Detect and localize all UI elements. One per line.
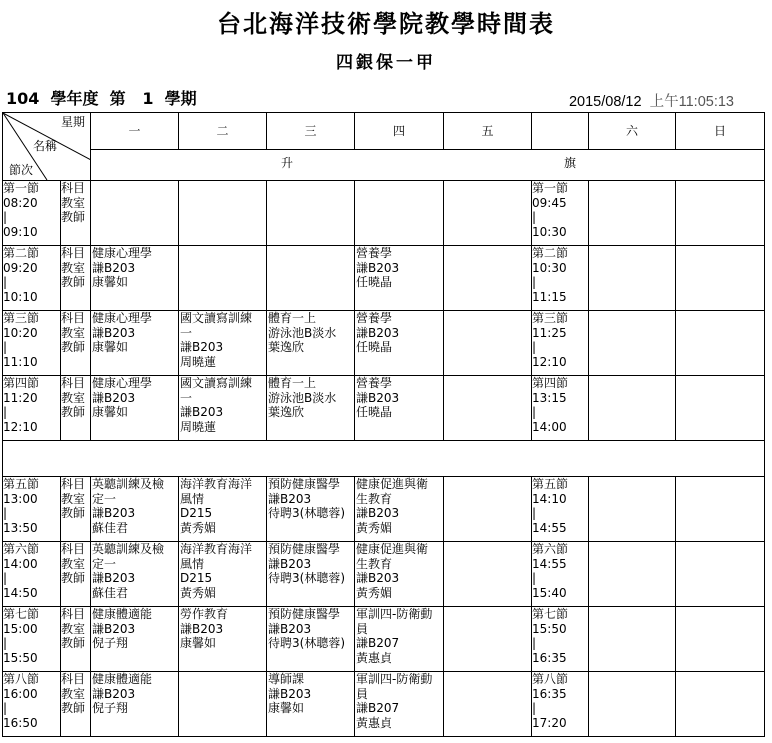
cell-line: | bbox=[532, 340, 537, 354]
course-cell-thu bbox=[355, 672, 444, 737]
cell-line: 健康促進與衛 bbox=[356, 477, 429, 491]
period-time-right bbox=[532, 672, 589, 737]
slot-label: 教室 bbox=[61, 260, 86, 275]
day-header-tue: 二 bbox=[179, 113, 267, 150]
period-time-right bbox=[532, 246, 589, 311]
period-row bbox=[3, 311, 765, 376]
cell-line: 謙B203 bbox=[268, 686, 312, 701]
period-row bbox=[3, 477, 765, 542]
cell-line: 員 bbox=[356, 621, 369, 636]
print-timestamp bbox=[569, 90, 734, 111]
course-cell-fri bbox=[444, 607, 532, 672]
cell-line: 黃秀媚 bbox=[356, 585, 393, 600]
period-row bbox=[3, 607, 765, 672]
cell-line: 待聘3(林聰蓉) bbox=[268, 636, 345, 650]
slot-labels bbox=[61, 607, 91, 672]
cell-line: 第一節 bbox=[532, 181, 569, 195]
cell-line: 預防健康醫學 bbox=[268, 477, 341, 491]
cell-line: 14:00 bbox=[3, 556, 38, 571]
cell-line: 謙B207 bbox=[356, 636, 400, 650]
corner-name: 名稱 bbox=[33, 139, 58, 153]
cell-line: 軍訓四-防衛動 bbox=[356, 672, 433, 686]
cell-line: | bbox=[3, 275, 8, 289]
cell-line: 12:10 bbox=[532, 354, 567, 369]
cell-line: | bbox=[532, 506, 537, 520]
cell-line: 14:10 bbox=[532, 491, 567, 506]
print-time: 上午11:05:13 bbox=[649, 94, 734, 110]
period-time-left bbox=[3, 181, 61, 246]
cell-line: 英聽訓練及檢 bbox=[92, 477, 165, 491]
slot-label: 科目 bbox=[61, 181, 86, 195]
slot-labels bbox=[61, 181, 91, 246]
period-row bbox=[3, 181, 765, 246]
cell-line: 黃秀媚 bbox=[356, 520, 393, 535]
cell-line: 周曉蓮 bbox=[180, 419, 217, 434]
day-header-mon: 一 bbox=[91, 113, 179, 150]
slot-label: 教室 bbox=[61, 195, 86, 210]
cell-line: 周曉蓮 bbox=[180, 354, 217, 369]
course-cell-thu bbox=[355, 181, 444, 246]
cell-line: 謙B203 bbox=[92, 390, 136, 405]
cell-line: 10:30 bbox=[532, 224, 567, 239]
cell-line: | bbox=[3, 636, 8, 650]
slot-label: 科目 bbox=[61, 311, 86, 325]
cell-line: 任曉晶 bbox=[356, 405, 393, 419]
period-row bbox=[3, 542, 765, 607]
course-cell-wed bbox=[267, 311, 355, 376]
cell-line: | bbox=[3, 506, 8, 520]
cell-line: 勞作教育 bbox=[180, 607, 229, 621]
cell-line: 謙B203 bbox=[92, 686, 136, 701]
course-cell-fri bbox=[444, 376, 532, 441]
cell-line: 11:10 bbox=[3, 354, 38, 369]
cell-line: 風情 bbox=[180, 556, 205, 571]
cell-line: 第八節 bbox=[532, 672, 569, 686]
course-cell-tue bbox=[179, 542, 267, 607]
course-cell-thu bbox=[355, 477, 444, 542]
course-cell-sun bbox=[676, 311, 765, 376]
period-time-right bbox=[532, 376, 589, 441]
cell-line: 謙B203 bbox=[92, 506, 136, 520]
slot-label: 教師 bbox=[61, 210, 86, 224]
cell-line: 康馨如 bbox=[92, 275, 129, 289]
course-cell-tue bbox=[179, 311, 267, 376]
course-cell-thu bbox=[355, 607, 444, 672]
cell-line: | bbox=[532, 701, 537, 715]
cell-line: 游泳池B淡水 bbox=[268, 390, 337, 405]
slot-label: 教師 bbox=[61, 571, 86, 585]
course-cell-mon bbox=[91, 542, 179, 607]
cell-line: | bbox=[3, 701, 8, 715]
course-cell-sun bbox=[676, 246, 765, 311]
slot-label: 教師 bbox=[61, 701, 86, 715]
slot-label: 科目 bbox=[61, 542, 86, 556]
cell-line: 黃惠貞 bbox=[356, 715, 393, 730]
period-time-left bbox=[3, 672, 61, 737]
slot-label: 教室 bbox=[61, 686, 86, 701]
cell-line: 謙B203 bbox=[180, 405, 224, 419]
day-header-fri: 五 bbox=[444, 113, 532, 150]
cell-line: 預防健康醫學 bbox=[268, 542, 341, 556]
slot-label: 教室 bbox=[61, 325, 86, 340]
course-cell-thu bbox=[355, 311, 444, 376]
cell-line: 謙B203 bbox=[268, 556, 312, 571]
day-header-blank bbox=[532, 113, 589, 150]
cell-line: 13:50 bbox=[3, 520, 38, 535]
course-cell-fri bbox=[444, 672, 532, 737]
period-time-left bbox=[3, 607, 61, 672]
course-cell-wed bbox=[267, 672, 355, 737]
cell-line: 15:40 bbox=[532, 585, 567, 600]
cell-line: | bbox=[532, 210, 537, 224]
cell-line: 13:15 bbox=[532, 390, 567, 405]
course-cell-tue bbox=[179, 672, 267, 737]
cell-line: | bbox=[532, 405, 537, 419]
cell-line: 第四節 bbox=[3, 376, 40, 390]
slot-label: 科目 bbox=[61, 477, 86, 491]
cell-line: 健康體適能 bbox=[92, 672, 153, 686]
corner-header bbox=[3, 113, 91, 181]
print-date: 2015/08/12 bbox=[568, 94, 642, 110]
flag-raising-row bbox=[91, 150, 765, 181]
cell-line: 海洋教育海洋 bbox=[180, 542, 253, 556]
cell-line: 13:00 bbox=[3, 491, 38, 506]
cell-line: 第五節 bbox=[532, 477, 569, 491]
cell-line: 第六節 bbox=[3, 542, 40, 556]
course-cell-mon bbox=[91, 181, 179, 246]
period-time-right bbox=[532, 311, 589, 376]
slot-label: 教室 bbox=[61, 390, 86, 405]
cell-line: | bbox=[532, 571, 537, 585]
cell-line: 黃惠貞 bbox=[356, 650, 393, 665]
cell-line: 海洋教育海洋 bbox=[180, 477, 253, 491]
cell-line: 健康促進與衛 bbox=[356, 542, 429, 556]
cell-line: 員 bbox=[356, 686, 369, 701]
cell-line: D215 bbox=[180, 506, 213, 520]
cell-line: 謙B203 bbox=[92, 260, 136, 275]
term-label: 104 學年度 第 1 學期 bbox=[6, 89, 197, 108]
cell-line: 任曉晶 bbox=[356, 275, 393, 289]
cell-line: 康馨如 bbox=[268, 701, 305, 715]
cell-line: 蘇佳君 bbox=[92, 520, 129, 535]
course-cell-sat bbox=[589, 542, 676, 607]
cell-line: 國文讀寫訓練 bbox=[180, 311, 253, 325]
cell-line: 康馨如 bbox=[92, 340, 129, 354]
course-cell-sun bbox=[676, 672, 765, 737]
cell-line: 生教育 bbox=[356, 491, 393, 506]
lunch-break-cell bbox=[3, 441, 765, 477]
course-cell-wed bbox=[267, 376, 355, 441]
cell-line: 第五節 bbox=[3, 477, 40, 491]
cell-line: 體育一上 bbox=[268, 311, 317, 325]
slot-label: 教師 bbox=[61, 405, 86, 419]
course-cell-wed bbox=[267, 607, 355, 672]
cell-line: 康馨如 bbox=[180, 636, 217, 650]
cell-line: 一 bbox=[180, 325, 193, 340]
cell-line: | bbox=[3, 340, 8, 354]
cell-line: 謙B203 bbox=[92, 621, 136, 636]
course-cell-wed bbox=[267, 246, 355, 311]
slot-labels bbox=[61, 376, 91, 441]
cell-line: 生教育 bbox=[356, 556, 393, 571]
slot-label: 教師 bbox=[61, 506, 86, 520]
period-time-right bbox=[532, 181, 589, 246]
cell-line: 預防健康醫學 bbox=[268, 607, 341, 621]
cell-line: 定一 bbox=[92, 491, 117, 506]
course-cell-thu bbox=[355, 246, 444, 311]
day-header-sat: 六 bbox=[589, 113, 676, 150]
cell-line: | bbox=[3, 405, 8, 419]
course-cell-thu bbox=[355, 542, 444, 607]
cell-line: 第四節 bbox=[532, 376, 569, 390]
cell-line: 國文讀寫訓練 bbox=[180, 376, 253, 390]
cell-line: 第三節 bbox=[532, 311, 569, 325]
cell-line: 待聘3(林聰蓉) bbox=[268, 506, 345, 520]
course-cell-sun bbox=[676, 477, 765, 542]
slot-label: 教室 bbox=[61, 491, 86, 506]
course-cell-mon bbox=[91, 376, 179, 441]
cell-line: 10:30 bbox=[532, 260, 567, 275]
course-cell-sat bbox=[589, 607, 676, 672]
cell-line: D215 bbox=[180, 571, 213, 585]
cell-line: 第六節 bbox=[532, 542, 569, 556]
course-cell-sat bbox=[589, 477, 676, 542]
page-title: 台北海洋技術學院教學時間表 bbox=[217, 9, 555, 38]
slot-label: 教室 bbox=[61, 621, 86, 636]
period-time-right bbox=[532, 607, 589, 672]
cell-line: 體育一上 bbox=[268, 376, 317, 390]
cell-line: 葉逸欣 bbox=[268, 405, 305, 419]
cell-line: 第二節 bbox=[532, 246, 569, 260]
cell-line: 謙B203 bbox=[268, 621, 312, 636]
course-cell-sun bbox=[676, 607, 765, 672]
course-cell-wed bbox=[267, 181, 355, 246]
cell-line: 11:25 bbox=[532, 325, 567, 340]
cell-line: 14:55 bbox=[532, 520, 567, 535]
course-cell-mon bbox=[91, 311, 179, 376]
cell-line: 倪子翔 bbox=[92, 636, 129, 650]
course-cell-sun bbox=[676, 542, 765, 607]
course-cell-fri bbox=[444, 246, 532, 311]
course-cell-mon bbox=[91, 246, 179, 311]
cell-line: 謙B203 bbox=[180, 340, 224, 354]
slot-labels bbox=[61, 246, 91, 311]
cell-line: 16:50 bbox=[3, 715, 38, 730]
cell-line: 蘇佳君 bbox=[92, 585, 129, 600]
slot-label: 科目 bbox=[61, 246, 86, 260]
course-cell-tue bbox=[179, 607, 267, 672]
course-cell-sun bbox=[676, 376, 765, 441]
cell-line: 14:50 bbox=[3, 585, 38, 600]
cell-line: 康馨如 bbox=[92, 405, 129, 419]
cell-line: 黃秀媚 bbox=[180, 585, 217, 600]
day-header-sun: 日 bbox=[676, 113, 765, 150]
cell-line: 09:45 bbox=[532, 195, 567, 210]
cell-line: 一 bbox=[180, 390, 193, 405]
period-time-left bbox=[3, 246, 61, 311]
cell-line: 第一節 bbox=[3, 181, 40, 195]
cell-line: 倪子翔 bbox=[92, 701, 129, 715]
day-header-wed: 三 bbox=[267, 113, 355, 150]
slot-label: 教師 bbox=[61, 340, 86, 354]
course-cell-tue bbox=[179, 181, 267, 246]
course-cell-mon bbox=[91, 672, 179, 737]
cell-line: 09:20 bbox=[3, 260, 38, 275]
cell-line: 健康體適能 bbox=[92, 607, 153, 621]
cell-line: 健康心理學 bbox=[92, 376, 153, 390]
cell-line: 12:10 bbox=[3, 419, 38, 434]
course-cell-thu bbox=[355, 376, 444, 441]
cell-line: 定一 bbox=[92, 556, 117, 571]
cell-line: 營養學 bbox=[356, 311, 393, 325]
cell-line: 軍訓四-防衛動 bbox=[356, 607, 433, 621]
period-time-left bbox=[3, 477, 61, 542]
slot-label: 科目 bbox=[61, 607, 86, 621]
course-cell-sat bbox=[589, 311, 676, 376]
cell-line: 第七節 bbox=[532, 607, 569, 621]
cell-line: 謙B203 bbox=[180, 621, 224, 636]
cell-line: 16:35 bbox=[532, 650, 567, 665]
flag-raising-right: 旗 bbox=[564, 156, 577, 170]
cell-line: 謙B203 bbox=[356, 390, 400, 405]
course-cell-mon bbox=[91, 477, 179, 542]
course-cell-mon bbox=[91, 607, 179, 672]
slot-labels bbox=[61, 542, 91, 607]
cell-line: 英聽訓練及檢 bbox=[92, 542, 165, 556]
cell-line: 14:55 bbox=[532, 556, 567, 571]
slot-label: 教師 bbox=[61, 275, 86, 289]
cell-line: 待聘3(林聰蓉) bbox=[268, 571, 345, 585]
corner-weekday: 星期 bbox=[61, 115, 86, 129]
course-cell-sun bbox=[676, 181, 765, 246]
cell-line: 健康心理學 bbox=[92, 246, 153, 260]
period-time-left bbox=[3, 311, 61, 376]
cell-line: 謙B203 bbox=[92, 325, 136, 340]
cell-line: 16:35 bbox=[532, 686, 567, 701]
cell-line: 08:20 bbox=[3, 195, 38, 210]
cell-line: | bbox=[532, 275, 537, 289]
cell-line: 任曉晶 bbox=[356, 340, 393, 354]
course-cell-fri bbox=[444, 542, 532, 607]
corner-period: 節次 bbox=[9, 163, 34, 177]
timetable bbox=[2, 112, 765, 737]
cell-line: 謙B203 bbox=[356, 506, 400, 520]
cell-line: 謙B203 bbox=[356, 571, 400, 585]
cell-line: 14:00 bbox=[532, 419, 567, 434]
cell-line: 15:50 bbox=[532, 621, 567, 636]
course-cell-sat bbox=[589, 181, 676, 246]
period-row bbox=[3, 376, 765, 441]
period-time-left bbox=[3, 542, 61, 607]
flag-raising-left: 升 bbox=[281, 156, 294, 170]
course-cell-fri bbox=[444, 311, 532, 376]
cell-line: 營養學 bbox=[356, 376, 393, 390]
course-cell-tue bbox=[179, 246, 267, 311]
cell-line: 15:00 bbox=[3, 621, 38, 636]
period-row bbox=[3, 672, 765, 737]
course-cell-tue bbox=[179, 477, 267, 542]
course-cell-wed bbox=[267, 477, 355, 542]
slot-labels bbox=[61, 672, 91, 737]
period-time-right bbox=[532, 542, 589, 607]
cell-line: 葉逸欣 bbox=[268, 340, 305, 354]
cell-line: 10:20 bbox=[3, 325, 38, 340]
cell-line: 謙B203 bbox=[356, 260, 400, 275]
slot-label: 科目 bbox=[61, 376, 86, 390]
period-time-right bbox=[532, 477, 589, 542]
class-name: 四銀保一甲 bbox=[336, 53, 436, 73]
cell-line: 09:10 bbox=[3, 224, 38, 239]
course-cell-fri bbox=[444, 181, 532, 246]
cell-line: 第三節 bbox=[3, 311, 40, 325]
cell-line: 10:10 bbox=[3, 289, 38, 304]
cell-line: 謙B203 bbox=[356, 325, 400, 340]
cell-line: 15:50 bbox=[3, 650, 38, 665]
cell-line: 風情 bbox=[180, 491, 205, 506]
cell-line: 第二節 bbox=[3, 246, 40, 260]
cell-line: 謙B203 bbox=[92, 571, 136, 585]
cell-line: | bbox=[3, 210, 8, 224]
cell-line: 黃秀媚 bbox=[180, 520, 217, 535]
course-cell-wed bbox=[267, 542, 355, 607]
cell-line: 11:15 bbox=[532, 289, 567, 304]
cell-line: 16:00 bbox=[3, 686, 38, 701]
cell-line: 11:20 bbox=[3, 390, 38, 405]
course-cell-sat bbox=[589, 376, 676, 441]
cell-line: 第七節 bbox=[3, 607, 40, 621]
day-header-thu: 四 bbox=[355, 113, 444, 150]
lunch-break-row bbox=[3, 441, 765, 477]
cell-line: 謙B207 bbox=[356, 701, 400, 715]
cell-line: 營養學 bbox=[356, 246, 393, 260]
period-row bbox=[3, 246, 765, 311]
period-time-left bbox=[3, 376, 61, 441]
cell-line: 游泳池B淡水 bbox=[268, 325, 337, 340]
slot-labels bbox=[61, 477, 91, 542]
cell-line: 健康心理學 bbox=[92, 311, 153, 325]
cell-line: 17:20 bbox=[532, 715, 567, 730]
slot-label: 科目 bbox=[61, 672, 86, 686]
course-cell-sat bbox=[589, 246, 676, 311]
cell-line: 導師課 bbox=[268, 672, 305, 686]
cell-line: | bbox=[532, 636, 537, 650]
slot-label: 教師 bbox=[61, 636, 86, 650]
cell-line: 第八節 bbox=[3, 672, 40, 686]
course-cell-tue bbox=[179, 376, 267, 441]
cell-line: | bbox=[3, 571, 8, 585]
course-cell-fri bbox=[444, 477, 532, 542]
course-cell-sat bbox=[589, 672, 676, 737]
slot-label: 教室 bbox=[61, 556, 86, 571]
cell-line: 謙B203 bbox=[268, 491, 312, 506]
slot-labels bbox=[61, 311, 91, 376]
